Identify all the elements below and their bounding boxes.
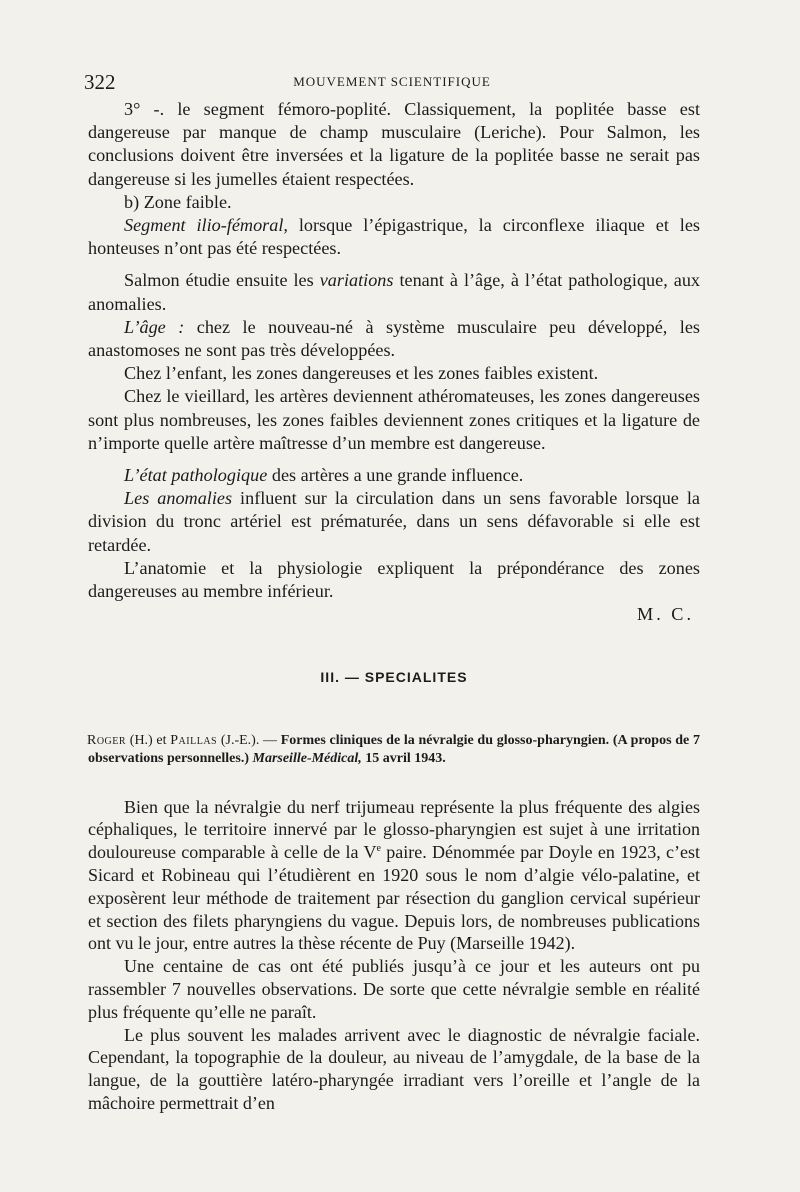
author-name: Paillas — [170, 732, 218, 748]
paragraph-anatomie: L’anatomie et la physiologie expliquent la prépondérance des zones dangereuses au membre inférieur. — [88, 557, 700, 602]
superscript: e — [376, 843, 381, 855]
article-title: Formes cliniques de la névralgie du glosso-pharyngien. (A propos de 7 observations personnelles.) — [88, 732, 700, 766]
paragraph-segment-femoro-poplite: 3° -. le segment fémoro-poplité. Classiquement, la poplitée basse est dangereuse par manque de champ musculaire (Leriche). Pour Salmon, les conclusions doivent être inversées et la ligature de la poplitée basse ne serait pas dangereuse si les jumelles étaient respectées. — [88, 99, 700, 189]
journal-name: Marseille-Médical, — [252, 750, 362, 766]
paragraph-text: tenant à l’âge, à l’état pathologique, aux anomalies. — [88, 270, 701, 314]
paragraph-segment-ilio-femoral — [88, 214, 700, 260]
term-variations: variations — [319, 270, 394, 291]
running-head: MOUVEMENT SCIENTIFIQUE — [293, 74, 491, 89]
author-initials: (H.) et — [126, 732, 171, 748]
page-number: 322 — [84, 70, 116, 94]
review-body — [88, 796, 700, 1115]
paragraph-diagnostic: Le plus souvent les malades arrivent avec le diagnostic de névralgie faciale. Cependant, la topographie de la douleur, au niveau de l’amygdale, de la base de la langue, de la gouttière latéro-pharyngée irradiant vers l’oreille et l’angle de la mâchoire permettrait d’en — [88, 1024, 700, 1114]
paragraph-cas-publies: Une centaine de cas ont été publiés jusqu’à ce jour et les auteurs ont pu rassembler 7 nouvelles observations. De sorte que cette névralgie semble en réalité plus fréquente qu’elle ne paraît. — [88, 956, 700, 1022]
paragraph-enfant: Chez l’enfant, les zones dangereuses et les zones faibles existent. — [124, 363, 599, 384]
paragraph-text: influent sur la circulation dans un sens favorable lorsque la division du tronc artériel est prématurée, dans un sens défavorable si elle est retardée. — [88, 488, 701, 555]
subheading-zone-faible — [88, 191, 700, 214]
author-signature: M. C. — [637, 604, 694, 625]
section-heading: III. — SPECIALITES — [320, 669, 468, 686]
paragraph-text: chez le nouveau-né à système musculaire peu développé, les anastomoses ne sont pas très développées. — [88, 316, 700, 361]
term-anomalies: Les anomalies — [124, 488, 233, 509]
paragraph-text: Salmon étudie ensuite les — [124, 270, 320, 291]
paragraph-text: Bien que la névralgie du nerf trijumeau représente la plus fréquente des algies céphaliques, le territoire innervé par le glosso-pharyngien est sujet à une irritation douloureuse comparable à celle de la V — [88, 796, 700, 863]
term-segment: Segment ilio-fémoral, — [124, 215, 288, 236]
author-name: Roger — [87, 732, 127, 748]
publication-date: 15 avril 1943. — [361, 750, 446, 766]
paragraph-variations — [88, 269, 700, 315]
paragraph-nevralgie — [88, 796, 700, 956]
bibliographic-reference — [88, 732, 700, 768]
paragraph-text: lorsque l’épigastrique, la circonflexe iliaque et les honteuses n’ont pas été respectées. — [88, 215, 700, 259]
subheading-text: b) Zone faible. — [124, 191, 232, 212]
paragraph-text: paire. Dénommée par Doyle en 1923, c’est Sicard et Robineau qui l’étudièrent en 1920 sous le nom d’algie vélo-palatine, et exposèrent leur méthode de traitement par résection du ganglion cervical supérieur et section des filets pharyngiens du vague. Depuis lors, de nombreuses publications ont vu le jour, entre autres la thèse récente de Puy (Marseille 1942). — [88, 842, 701, 954]
paragraph-vieillard: Chez le vieillard, les artères deviennent athéromateuses, les zones dangereuses sont plus nombreuses, les zones faibles deviennent zones critiques et la ligature de n’importe quelle artère maîtresse d’un membre est dangereuse. — [88, 386, 700, 453]
term-age: L’âge : — [124, 316, 185, 337]
paragraph-text: des artères a une grande influence. — [267, 465, 524, 486]
author-initials: (J.-E.). — — [217, 732, 281, 748]
paragraph-age — [88, 316, 700, 362]
paragraph-etat-pathologique — [88, 464, 700, 487]
term-etat-pathologique: L’état pathologique — [124, 465, 268, 486]
paragraph-anomalies — [88, 487, 700, 557]
page-header — [84, 70, 700, 94]
page-body — [88, 98, 700, 1115]
